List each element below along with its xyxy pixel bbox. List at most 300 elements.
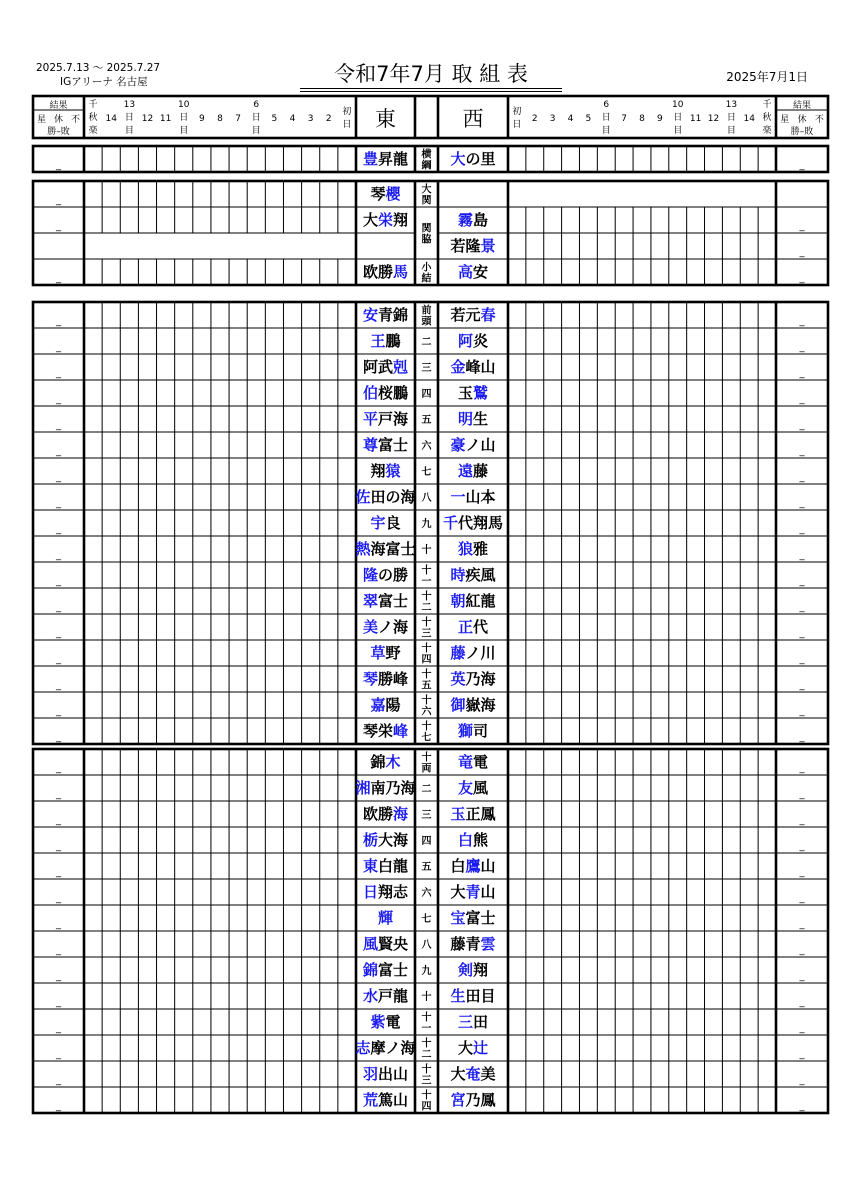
west-rikishi-name-part: 宮 [450,1091,466,1109]
result-mark-east: _ [56,1101,61,1112]
west-rikishi-name-part: 御 [450,696,466,714]
west-rikishi-name-part: 玉 [457,384,473,402]
rank-label: 一 [421,576,432,588]
east-rikishi-name [363,935,408,953]
west-rikishi-name [450,306,495,324]
result-mark-west: _ [799,1101,805,1112]
day-label: 8 [217,114,223,124]
west-rikishi-name [450,488,495,506]
result-mark-west: _ [799,867,805,878]
rank-label: 四 [421,654,432,666]
west-rikishi-name-part: 翔 [473,961,489,979]
rank-label: 脇 [421,234,432,246]
west-rikishi-name-part: 三 [457,1013,473,1031]
result-mark-west: _ [799,841,805,852]
west-rikishi-name-part: 生 [473,410,489,428]
east-rikishi-name-part: 阿武 [362,358,393,376]
day-label: 日 [124,113,134,123]
rank-label: 七 [421,914,432,925]
west-rikishi-name-part: 美 [480,1065,496,1083]
east-rikishi-name [363,883,409,901]
day-label: 14 [105,114,117,124]
day-label: 6 [603,100,610,110]
west-rikishi-name-part: 春 [480,306,496,324]
east-rikishi-name [370,185,401,203]
east-rikishi-name [363,987,408,1005]
result-mark-east: _ [56,1075,61,1086]
east-rikishi-name-part: 佐 [355,488,371,506]
west-rikishi-name-part: 山 [480,883,496,901]
west-rikishi-name [450,592,495,610]
east-rikishi-name-part: 大 [362,211,378,229]
east-rikishi-name-part: 翠 [362,592,378,610]
west-rikishi-name-part: 峰山 [465,358,496,376]
day-label: 10 [672,100,684,110]
east-rikishi-name-part: 摩ノ海 [370,1039,416,1057]
west-rikishi-name-part: 山本 [465,488,496,506]
east-rikishi-name [355,1039,416,1057]
east-rikishi-name-part: 富士 [378,436,409,454]
result-header-east: 結果 [49,101,68,111]
west-rikishi-name-part: 獅 [457,722,473,740]
rank-label: 四 [421,836,432,847]
day-label: 日 [512,120,522,130]
west-rikishi-name [458,831,489,849]
east-rikishi-name-part: 桜鵬 [378,384,409,402]
east-rikishi-name-part: 富士 [378,592,409,610]
east-rikishi-name-part: 宇 [370,514,386,532]
west-rikishi-name-part: 大 [450,150,466,168]
result-mark-east: _ [56,342,61,353]
result-mark-east: _ [56,997,61,1008]
result-mark-east: _ [56,893,61,904]
east-rikishi-name [363,306,408,324]
east-rikishi-name [370,696,400,714]
result-mark-east: _ [56,867,61,878]
west-rikishi-name-part: 奄 [465,1065,481,1083]
west-rikishi-name-part: 豪 [450,436,466,454]
east-rikishi-name-part: 琴栄 [362,722,393,740]
east-rikishi-name [363,566,408,584]
east-rikishi-name [363,722,408,740]
west-rikishi-name-part: 疾風 [465,566,496,584]
result-mark-east: _ [56,841,61,852]
day-label: 5 [271,114,278,124]
east-rikishi-name [363,358,408,376]
rank-label: 横 [421,149,432,161]
west-rikishi-name-part: 炎 [473,332,489,350]
result-mark-east: _ [56,316,61,327]
result-sub-west: 星 [780,115,790,125]
west-rikishi-name-part: 雲 [480,935,496,953]
day-label: 楽 [88,126,98,136]
east-rikishi-name [355,488,416,506]
east-rikishi-name-part: 翔 [393,211,409,229]
day-label: 千 [762,100,772,110]
west-rikishi-name-part: 竜 [457,753,473,771]
east-rikishi-name-part: 富士 [378,961,409,979]
result-mark-west: _ [799,789,805,800]
result-mark-west: _ [799,472,805,483]
result-mark-east: _ [56,919,61,930]
day-label: 11 [159,114,172,124]
west-side-label: 西 [462,107,484,131]
east-rikishi-name [363,150,408,168]
day-label: 5 [585,114,592,124]
east-rikishi-name-part: 良 [385,514,401,532]
rank-label: 大 [421,184,432,196]
result-sub-east: 星 [36,115,47,125]
result-mark-west: _ [799,1075,805,1086]
day-label: 日 [601,113,611,123]
west-rikishi-name-part: 安 [473,263,489,281]
west-rikishi-name [458,618,489,636]
west-rikishi-name [458,1039,488,1057]
east-rikishi-name-part: 戸龍 [378,987,409,1005]
west-rikishi-name [450,1091,496,1109]
result-mark-east: _ [56,576,61,587]
result-mark-east: _ [56,160,61,171]
result-mark-west: _ [799,247,805,258]
rank-label: 七 [421,732,432,744]
west-rikishi-name-part: 正 [457,618,473,636]
west-rikishi-name-part: 宝 [450,909,466,927]
west-rikishi-name-part: 白 [450,857,466,875]
west-rikishi-name-part: 若隆 [450,237,481,255]
west-rikishi-name [450,909,495,927]
west-rikishi-name-part: 英 [450,670,466,688]
rank-label: 二 [421,602,432,614]
result-mark-west: _ [799,368,805,379]
west-rikishi-name [450,436,495,454]
result-sub-east: 休 [53,115,64,125]
east-rikishi-name-part: 櫻 [385,185,401,203]
result-mark-east: _ [56,446,61,457]
result-mark-west: _ [799,273,805,284]
east-rikishi-name [363,384,409,402]
result-mark-west: _ [799,524,805,535]
east-rikishi-name-part: 嘉 [370,696,386,714]
venue-name: IGアリーナ 名古屋 [60,76,148,88]
west-rikishi-name-part: 熊 [473,831,489,849]
rank-label: 十 [421,669,432,681]
west-rikishi-name [458,332,489,350]
east-rikishi-name-part: 羽 [362,1065,378,1083]
rank-label: 十 [421,1090,432,1102]
west-rikishi-name-part: 大 [457,1039,473,1057]
east-rikishi-name-part: 戸海 [378,410,409,428]
east-rikishi-name [363,857,408,875]
day-label: 3 [307,114,314,124]
result-mark-east: _ [56,420,61,431]
east-rikishi-name [363,670,408,688]
east-side-label: 東 [375,107,396,131]
west-rikishi-name [458,722,488,740]
west-rikishi-name-part: 雅 [473,540,489,558]
east-rikishi-name-part: 豊 [362,150,378,168]
west-rikishi-name-part: 乃海 [465,670,496,688]
result-mark-east: _ [56,763,61,774]
east-rikishi-name-part: 昇龍 [378,150,409,168]
east-rikishi-name [370,644,401,662]
west-rikishi-name-part: 高 [457,263,473,281]
west-rikishi-name-part: 一 [450,488,466,506]
west-rikishi-name-part: 朝 [450,592,466,610]
day-label: 11 [689,114,702,124]
day-label: 12 [141,114,154,124]
west-rikishi-name-part: 鷲 [473,384,489,402]
east-rikishi-name-part: 田の海 [370,488,416,506]
result-sub-west: 休 [797,115,807,125]
day-label: 初 [512,107,522,117]
day-label: 10 [178,100,190,110]
west-rikishi-name [450,237,495,255]
west-rikishi-name-part: 青 [465,883,481,901]
result-mark-east: _ [56,971,61,982]
day-label: 13 [123,100,136,110]
rank-label: 三 [421,1075,432,1087]
day-label: 千 [88,100,98,110]
rank-label: 十 [421,591,432,603]
west-rikishi-name-part: 山 [480,857,496,875]
result-mark-west: _ [799,498,805,509]
rank-label: 関 [421,195,432,207]
east-rikishi-name-part: 琴 [362,670,378,688]
east-rikishi-name [363,592,408,610]
east-rikishi-name [378,909,394,927]
east-rikishi-name-part: 錦 [362,961,378,979]
tournament-dates: 2025.7.13 ～ 2025.7.27 [36,62,161,74]
day-label: 9 [656,114,663,124]
east-rikishi-name-part: 大海 [378,831,409,849]
east-rikishi-name [370,514,400,532]
day-label: 日 [673,113,683,123]
day-label: 8 [639,114,645,124]
result-mark-west: _ [799,446,805,457]
result-mark-west: _ [799,997,805,1008]
east-rikishi-name-part: 電 [385,1013,401,1031]
east-rikishi-name-part: 峰 [393,722,409,740]
rank-label: 五 [421,680,432,692]
west-rikishi-name [450,358,495,376]
result-mark-east: _ [56,472,61,483]
west-rikishi-name [458,211,488,229]
result-mark-east: _ [56,195,61,206]
rank-label: 五 [421,415,432,426]
east-rikishi-name-part: 賢央 [378,935,409,953]
day-label: 7 [621,114,628,124]
west-rikishi-name-part: 風 [473,779,489,797]
east-rikishi-name [370,332,401,350]
west-rikishi-name [450,670,496,688]
result-mark-west: _ [799,1049,805,1060]
west-rikishi-name-part: 島 [473,211,489,229]
east-rikishi-name-part: 東 [362,857,378,875]
result-mark-west: _ [799,550,805,561]
result-mark-west: _ [799,732,805,743]
day-label: 9 [198,114,205,124]
result-mark-east: _ [56,1049,61,1060]
result-sub-west: 不 [814,115,824,125]
result-mark-east: _ [56,706,61,717]
rank-label: 四 [421,389,432,400]
west-rikishi-name [458,779,489,797]
west-rikishi-name-part: 鷹 [465,857,481,875]
result-mark-east: _ [56,945,61,956]
rank-label: 五 [421,862,432,873]
west-rikishi-name-part: 代 [473,618,489,636]
rank-label: 十 [421,695,432,707]
west-rikishi-name-part: 生 [450,987,466,1005]
east-rikishi-name [362,961,408,979]
east-rikishi-name-part: 野 [385,644,401,662]
day-label: 目 [179,126,189,136]
east-rikishi-name [363,211,408,229]
east-rikishi-name-part: 海 [393,805,409,823]
west-rikishi-name-part: 田 [473,1013,489,1031]
east-rikishi-name-part: 熱 [355,540,371,558]
rank-label: 十 [421,721,432,733]
issue-date: 2025年7月1日 [726,70,808,84]
rank-label: 十 [421,545,432,556]
result-mark-west: _ [799,971,805,982]
result-mark-east: _ [56,1023,61,1034]
day-label: 秋 [762,113,772,123]
west-rikishi-name [450,935,495,953]
result-mark-east: _ [56,815,61,826]
day-label: 12 [707,114,720,124]
west-rikishi-name [449,696,496,714]
day-label: 日 [251,113,261,123]
east-rikishi-name-part: 隆 [362,566,378,584]
result-mark-west: _ [799,576,805,587]
result-sub-east: 不 [70,115,81,125]
result-mark-west: _ [799,680,805,691]
day-label: 3 [549,114,556,124]
west-rikishi-name-part: 狼 [457,540,473,558]
day-label: 初 [342,107,352,117]
east-rikishi-name-part: 尊 [362,436,378,454]
day-label: 2 [531,114,538,124]
east-rikishi-name-part: 青錦 [378,306,409,324]
west-rikishi-name [458,462,488,480]
east-rikishi-name-part: 欧勝 [362,805,393,823]
west-rikishi-name-part: 時 [450,566,466,584]
east-rikishi-name-part: 錦 [370,753,386,771]
west-rikishi-name [450,1065,495,1083]
east-rikishi-name-part: の勝 [378,566,409,584]
rank-label: 十 [421,992,432,1003]
west-rikishi-name-part: 電 [473,753,489,771]
west-rikishi-name-part: 乃鳳 [465,1091,496,1109]
east-rikishi-name [363,1065,408,1083]
east-rikishi-name-part: 鵬 [385,332,401,350]
east-rikishi-name [370,462,400,480]
east-rikishi-name-part: 陽 [385,696,401,714]
east-rikishi-name [363,263,408,281]
west-rikishi-name [443,514,503,532]
result-mark-east: _ [56,654,61,665]
result-mark-west: _ [799,893,805,904]
west-rikishi-name-part: の里 [465,150,496,168]
day-label: 4 [567,114,574,124]
result-mark-west: _ [799,815,805,826]
rank-label: 三 [421,628,432,640]
west-rikishi-name-part: 大 [450,1065,466,1083]
rank-label: 頭 [421,316,432,328]
result-mark-east: _ [56,602,61,613]
rank-label: 九 [421,519,432,530]
rank-label: 六 [421,888,432,899]
west-rikishi-name-part: 玉 [450,805,466,823]
result-mark-west: _ [799,160,805,171]
result-mark-west: _ [799,945,805,956]
east-rikishi-name-part: 美 [362,618,378,636]
west-rikishi-name [457,540,488,558]
rank-label: 八 [421,493,432,504]
east-rikishi-name-part: 木 [385,753,401,771]
rank-label: 六 [421,706,432,718]
rank-label: 十 [421,643,432,655]
east-rikishi-name-part: 猿 [385,462,401,480]
result-mark-west: _ [799,342,805,353]
result-mark-east: _ [56,732,61,743]
rank-label: 十 [421,1064,432,1076]
east-rikishi-name-part: 荒 [362,1091,378,1109]
result-mark-west: _ [799,919,805,930]
rank-label: 関 [421,223,432,235]
result-mark-east: _ [56,524,61,535]
rank-label: 綱 [421,160,432,172]
west-rikishi-name [458,384,488,402]
day-label: 日 [726,113,736,123]
result-mark-east: _ [56,394,61,405]
result-mark-west: _ [799,602,805,613]
day-label: 13 [725,100,738,110]
day-label: 日 [179,113,189,123]
east-rikishi-name-part: 草 [370,644,386,662]
east-rikishi-name-part: 栄 [377,211,394,229]
rank-label: 四 [421,1101,432,1113]
west-rikishi-name-part: 辻 [473,1039,489,1057]
rank-label: 十 [421,1012,432,1024]
east-rikishi-name-part: 紫 [370,1013,386,1031]
rank-label: 三 [421,363,432,374]
west-rikishi-name-part: 田目 [465,987,496,1005]
rank-label: 九 [421,966,432,977]
day-label: 4 [289,114,296,124]
east-rikishi-name-part: 白龍 [378,857,409,875]
east-rikishi-name-part: 剋 [393,358,409,376]
west-rikishi-name [450,150,495,168]
east-rikishi-name-part: 琴 [370,185,386,203]
west-rikishi-name-part: 白 [457,831,473,849]
day-label: 7 [235,114,242,124]
day-label: 楽 [762,126,772,136]
rank-label: 二 [421,1049,432,1061]
east-rikishi-name-part: 輝 [377,909,394,927]
west-rikishi-name [458,753,488,771]
west-rikishi-name-part: 霧 [457,211,473,229]
day-label: 目 [601,126,611,136]
east-rikishi-name-part: 翔志 [378,883,409,901]
day-label: 日 [342,120,352,130]
east-rikishi-name-part: 安 [362,306,378,324]
east-rikishi-name-part: 風 [362,935,378,953]
day-label: 秋 [88,113,98,123]
west-rikishi-name [450,857,495,875]
east-rikishi-name-part: 南乃海 [370,779,416,797]
